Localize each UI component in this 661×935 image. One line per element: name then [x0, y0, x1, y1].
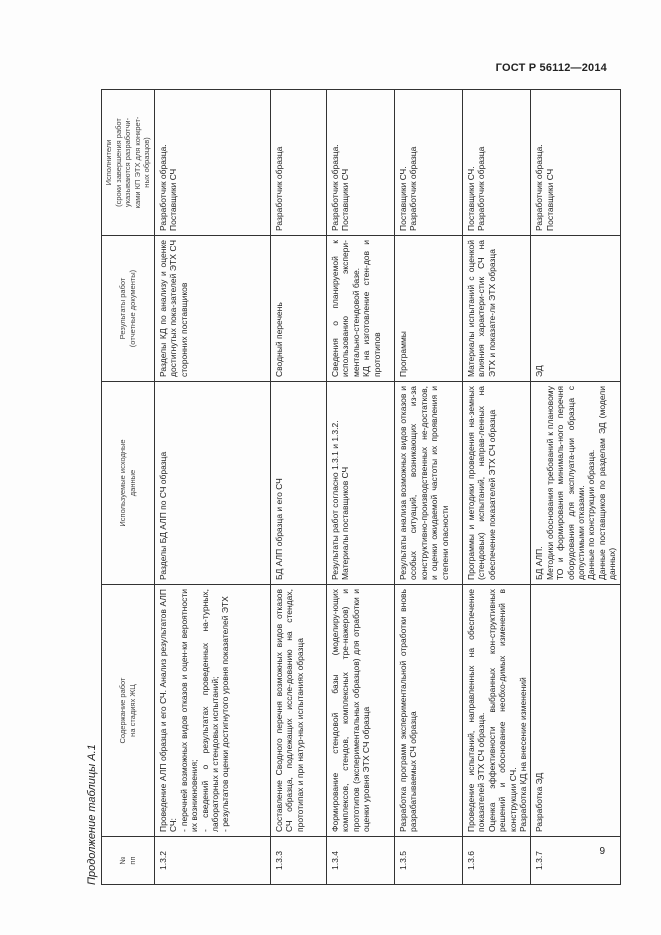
row-inputs: Разделы БД АЛП по СЧ образца	[154, 382, 270, 585]
row-inputs: БД АЛП. Методики обоснования требований к плановому ТО и формирования минималь-ного перечня оборудования для эксплуата-ции образца с допустимыми отказами. Данные по конструкции образца. Данные поставщиков по разделам ЭД (модели данных)	[531, 382, 620, 585]
row-content: Проведение испытаний, направленных на обеспечение показателей ЭТХ СЧ образца. Оценка эффективности выбранных кон-структивных решений и обоснование необхо-димых изменений в конструкции СЧ. Разработка КД на внесение изменений	[462, 585, 530, 837]
row-content: Разработка ЭД	[531, 585, 620, 837]
row-executors: Разработчик образца. Поставщики СЧ	[531, 90, 620, 236]
row-results: Материалы испытаний с оценкой влияния характери-стик СЧ на ЭТХ и показате-ли ЭТХ образца	[462, 236, 530, 382]
table-row	[531, 90, 620, 885]
row-content: Формирование стендовой базы (моделиру-ющих комплексов, стендов, комплексных тре-нажеров) и прототипов (экспериментальных образцов) для отработки и оценки уровня ЭТХ СЧ образца	[326, 585, 394, 837]
page-number: 9	[599, 846, 605, 857]
row-number: 1.3.3	[270, 837, 326, 885]
table-header-row	[102, 90, 155, 885]
row-inputs: БД АЛП образца и его СЧ	[270, 382, 326, 585]
row-number: 1.3.7	[531, 837, 620, 885]
table-row	[326, 90, 394, 885]
row-content: Составление Сводного перечня возможных видов отказов СЧ образца, подлежащих иссле-дованию на стендах, прототипах и при натур-ных испытаниях образца	[270, 585, 326, 837]
table-row	[270, 90, 326, 885]
row-inputs: Программы и методики проведения на-земных (стендовых) испытаний, направ-ленных на обеспечение показателей ЭТХ СЧ образца	[462, 382, 530, 585]
row-executors: Разработчик образца	[270, 90, 326, 236]
table-row	[394, 90, 462, 885]
row-number: 1.3.4	[326, 837, 394, 885]
column-header-executors: Исполнители (сроки завершения работ указываются разработчи- ками КП ЭТХ для конкрет- ных образцов)	[102, 90, 155, 236]
row-results: ЭД	[531, 236, 620, 382]
column-header-num: № пп	[102, 837, 155, 885]
column-header-content: Содержание работ на стадиях ЖЦ	[102, 585, 155, 837]
rotated-table-area	[85, 90, 618, 885]
row-executors: Разработчик образца. Поставщики СЧ	[154, 90, 270, 236]
row-executors: Поставщики СЧ. Разработчик образца	[462, 90, 530, 236]
row-content: Проведение АЛП образца и его СЧ. Анализ результатов АЛП СЧ: - перечней возможных видов отказов и оцен-ки вероятности их возникновения; - сведений о результатах проведенных на-турных, лабораторных и стендовых испытаний; - результатов оценки достигнутого уровня показателей ЭТХ	[154, 585, 270, 837]
table-row	[462, 90, 530, 885]
row-inputs: Результаты анализа возможных видов отказов и особых ситуаций, возникающих из-за конструктивно-производственных не-достатков, и оценки ожидаемой частоты их проявления и степени опасности	[394, 382, 462, 585]
table-caption: Продолжение таблицы А.1	[86, 744, 98, 885]
row-number: 1.3.6	[462, 837, 530, 885]
column-header-inputs: Используемые исходные данные	[102, 382, 155, 585]
row-number: 1.3.5	[394, 837, 462, 885]
row-results: Сведения о планируемой к использованию экспери-ментально-стендовой базе. КД на изготовление стен-дов и прототипов	[326, 236, 394, 382]
row-results: Разделы КД по анализу и оценке достигнутых пока-зателей ЭТХ СЧ сторонних поставщиков	[154, 236, 270, 382]
row-executors: Поставщики СЧ. Разработчик образца	[394, 90, 462, 236]
row-results: Программы	[394, 236, 462, 382]
works-table	[101, 89, 621, 885]
document-code: ГОСТ Р 56112—2014	[495, 62, 607, 74]
table-row	[154, 90, 270, 885]
row-results: Сводный перечень	[270, 236, 326, 382]
row-content: Разработка программ экспериментальной отработки вновь разрабатываемых СЧ образца	[394, 585, 462, 837]
row-executors: Разработчик образца. Поставщики СЧ	[326, 90, 394, 236]
column-header-results: Результаты работ (отчетные документы)	[102, 236, 155, 382]
row-inputs: Результаты работ согласно 1.3.1 и 1.3.2. Материалы поставщиков СЧ	[326, 382, 394, 585]
row-number: 1.3.2	[154, 837, 270, 885]
